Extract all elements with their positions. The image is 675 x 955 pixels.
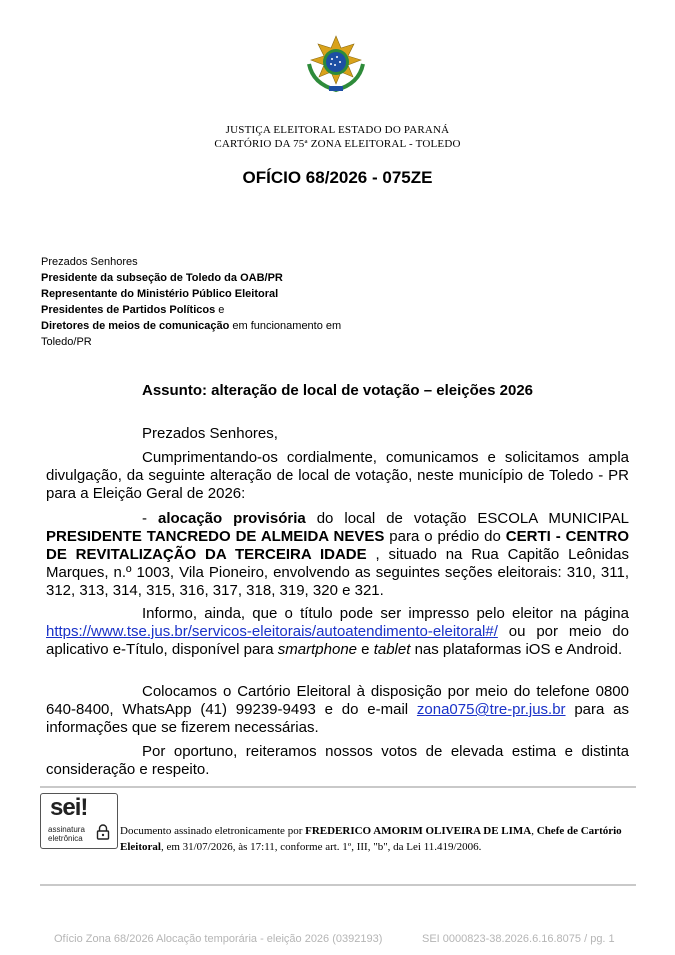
addressee-media: Diretores de meios de comunicação <box>41 320 230 332</box>
office-name: CARTÓRIO DA 75ª ZONA ELEITORAL - TOLEDO <box>214 138 461 150</box>
signature-divider-top <box>40 786 636 788</box>
addressee-mp: Representante do Ministério Público Eleitoral <box>41 288 279 300</box>
brazil-coat-of-arms-icon <box>301 34 371 94</box>
paragraph-closing-text: Por oportuno, reiteramos nossos votos de elevada estima e distinta consideração e respeito. <box>46 743 629 778</box>
addressee-parties-suffix: e <box>215 304 225 316</box>
salutation: Prezados Senhores, <box>142 425 278 442</box>
paragraph-change <box>46 510 629 600</box>
lock-icon <box>96 824 110 840</box>
paragraph-title-text2: ou por meio do aplicativo e-Título, disponível para <box>46 623 629 658</box>
signer-role: Chefe de Cartório Eleitoral <box>120 825 622 853</box>
subject-line: Assunto: alteração de local de votação – eleições 2026 <box>142 382 534 399</box>
paragraph-change-text2: para o prédio do <box>384 528 506 545</box>
signature-text2: , <box>531 825 537 837</box>
sei-seal-caption1: assinatura <box>48 825 85 834</box>
addressee-parties: Presidentes de Partidos Políticos <box>41 304 216 316</box>
sei-seal-caption2: eletrônica <box>48 834 83 843</box>
paragraph-closing <box>46 743 629 779</box>
paragraph-contact-text2: para as informações que se fizerem necessárias. <box>46 701 629 736</box>
smartphone-word: smartphone <box>277 641 358 658</box>
footer-process-page: SEI 0000823-38.2026.6.16.8075 / pg. 1 <box>422 933 615 945</box>
paragraph-title-text3: e <box>357 641 374 658</box>
paragraph-intro-text: Cumprimentando-os cordialmente, comunicamos e solicitamos ampla divulgação, da seguinte alteração de local de votação, neste município de Toledo - PR para a Eleição Geral de 2026: <box>46 449 629 502</box>
addressee-greeting: Prezados Senhores <box>41 256 138 268</box>
signer-name: FREDERICO AMORIM OLIVEIRA DE LIMA <box>305 825 532 837</box>
sei-seal <box>40 793 118 849</box>
signature-text1: Documento assinado eletronicamente por <box>120 825 306 837</box>
dash: - <box>142 510 158 527</box>
paragraph-change-text1: do local de votação ESCOLA MUNICIPAL <box>305 510 629 527</box>
paragraph-intro <box>46 449 629 503</box>
paragraph-title-text4: nas plataformas iOS e Android. <box>410 641 623 658</box>
paragraph-contact-text1: Colocamos o Cartório Eleitoral à disposição por meio do telefone 0800 640-8400, WhatsApp (41) 99239-9493 e do e-mail <box>46 683 629 718</box>
paragraph-title-text1: Informo, ainda, que o título pode ser impresso pelo eleitor na página <box>142 605 629 622</box>
paragraph-change-text3: , situado na Rua Capitão Leônidas Marques, n.º 1003, Vila Pioneiro, envolvendo as seguintes seções eleitorais: 310, 311, 312, 313, 314, 315, 316, 317, 318, 319, 320 e 321. <box>46 546 629 599</box>
tse-link[interactable]: https://www.tse.jus.br/servicos-eleitorais/autoatendimento-eleitoral#/ <box>46 623 498 640</box>
signature-text3: , em 31/07/2026, às 17:11, conforme art. 1º, III, "b", da Lei 11.419/2006. <box>160 841 482 853</box>
provisional-allocation: alocação provisória <box>157 510 306 527</box>
paragraph-title-info <box>46 605 629 659</box>
tablet-word: tablet <box>373 641 411 658</box>
new-building-name: CERTI - CENTRO DE REVITALIZAÇÃO DA TERCEIRA IDADE <box>46 528 629 563</box>
signature-divider-bottom <box>40 884 636 886</box>
addressee-city: Toledo/PR <box>41 336 92 348</box>
addressee-block <box>41 254 371 350</box>
paragraph-contact <box>46 683 629 737</box>
sei-logo-text: sei! <box>50 794 88 821</box>
addressee-oab: Presidente da subseção de Toledo da OAB/PR <box>41 272 283 284</box>
email-link[interactable]: zona075@tre-pr.jus.br <box>416 701 566 718</box>
document-title: OFÍCIO 68/2026 - 075ZE <box>242 168 433 187</box>
signature-statement <box>120 823 636 855</box>
org-name: JUSTIÇA ELEITORAL ESTADO DO PARANÁ <box>225 124 450 136</box>
addressee-media-suffix: em funcionamento em <box>229 320 342 332</box>
footer-document-ref: Ofício Zona 68/2026 Alocação temporária - eleição 2026 (0392193) <box>54 933 383 945</box>
school-name: PRESIDENTE TANCREDO DE ALMEIDA NEVES <box>46 528 385 545</box>
